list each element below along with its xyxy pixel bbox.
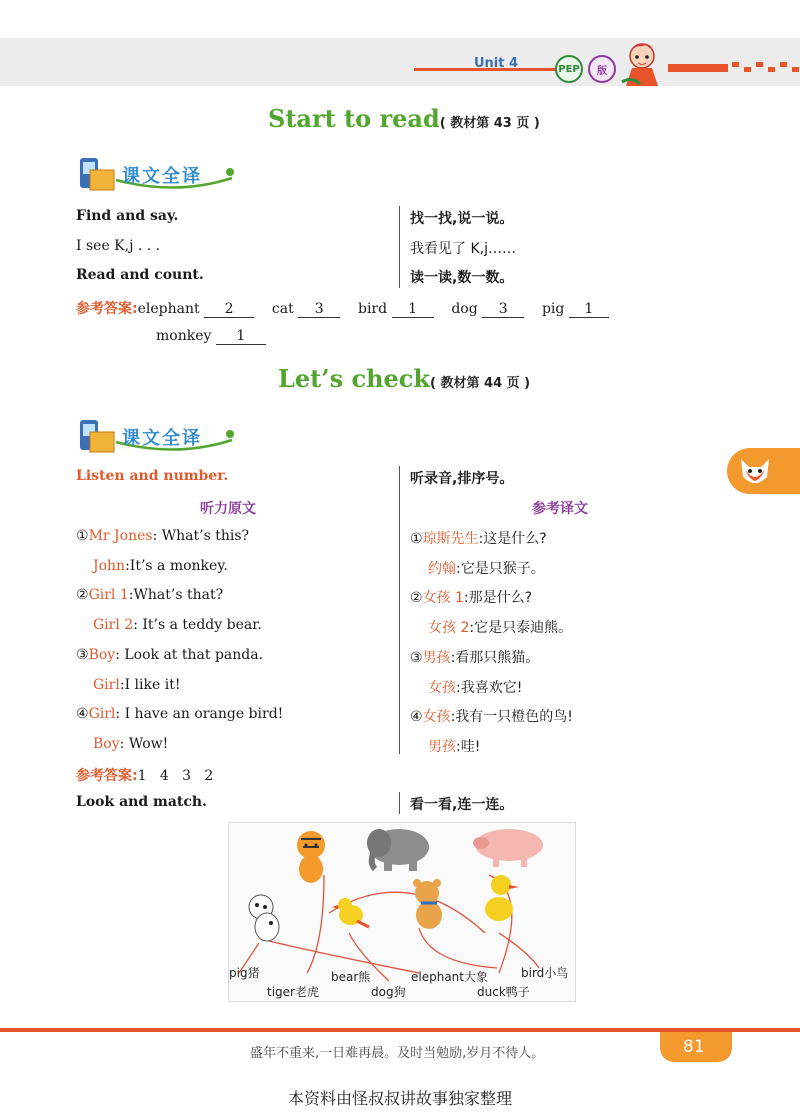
utterance: 这是什么? xyxy=(483,531,547,547)
separator: : xyxy=(115,706,125,722)
translation-line xyxy=(410,587,532,607)
match-caption: bear熊 xyxy=(331,970,371,984)
translation-line xyxy=(428,677,522,697)
credit-line: 本资料由怪叔叔讲故事独家整理 xyxy=(287,1089,512,1108)
column-divider xyxy=(399,206,400,288)
separator: : xyxy=(478,531,484,547)
utterance: 那是什么? xyxy=(468,590,533,606)
header-checker xyxy=(668,62,800,72)
translation-line xyxy=(410,528,547,548)
speaker: Girl xyxy=(88,706,116,722)
separator: : xyxy=(450,650,456,666)
speaker: 男孩 xyxy=(428,739,456,755)
column-divider xyxy=(399,466,400,754)
match-caption: tiger老虎 xyxy=(267,985,319,999)
keyword-label: 课文全译 xyxy=(122,428,202,449)
line-number: ① xyxy=(76,528,89,544)
utterance: 看那只熊猫。 xyxy=(455,650,540,666)
answer-word: cat xyxy=(271,301,294,317)
speaker: Girl 2 xyxy=(93,617,134,633)
footer-motto: 盛年不重来,一日难再晨。及时当勉励,岁月不待人。 xyxy=(250,1046,545,1061)
separator: : xyxy=(456,739,461,755)
answer-blank: 2 xyxy=(204,301,254,318)
read-answers-2 xyxy=(156,328,266,345)
separator: : xyxy=(133,617,143,633)
answer-label: 参考答案: xyxy=(76,768,138,784)
line-number: ③ xyxy=(410,650,423,666)
answer-blank: 3 xyxy=(482,301,524,318)
answer-word: pig xyxy=(541,301,565,317)
section-title-text: Let’s check xyxy=(278,364,431,393)
match-illustration xyxy=(228,822,576,1002)
line-number: ④ xyxy=(410,709,423,725)
answer-blank: 1 xyxy=(216,328,266,345)
separator: : xyxy=(125,558,130,574)
answer-value: 1 4 3 2 xyxy=(137,768,214,784)
mascot-icon xyxy=(612,38,670,88)
dialogue-line xyxy=(93,677,180,693)
answer-word: monkey xyxy=(156,328,212,344)
speaker: 女孩 1 xyxy=(422,590,464,606)
read-zh-line: 读一读,数一数。 xyxy=(410,270,514,286)
read-zh-line: 找一找,说一说。 xyxy=(410,211,514,227)
script-heading: 听力原文 xyxy=(200,501,256,517)
separator: : xyxy=(128,587,134,603)
separator: : xyxy=(115,647,125,663)
separator: : xyxy=(469,620,475,636)
separator: : xyxy=(119,736,129,752)
match-heading-en: Look and match. xyxy=(76,794,207,810)
page-number: 81 xyxy=(683,1037,705,1057)
match-caption: dog狗 xyxy=(371,985,406,999)
dialogue-line xyxy=(76,706,283,722)
answer-blank: 3 xyxy=(298,301,340,318)
section-title-lets-check xyxy=(278,364,530,393)
answer-blank: 1 xyxy=(392,301,434,318)
read-en-line: I see K,j . . . xyxy=(76,238,161,254)
speaker: 约翰 xyxy=(428,561,456,577)
answer-word: bird xyxy=(357,301,388,317)
section-title-start-to-read xyxy=(268,104,540,133)
separator: : xyxy=(152,528,162,544)
textbook-page-ref: ( 教材第 44 页 ) xyxy=(430,376,531,391)
translation-line xyxy=(410,647,539,667)
line-number: ② xyxy=(76,587,89,603)
listen-answer xyxy=(76,765,213,785)
translation-line xyxy=(428,736,480,756)
match-heading-zh: 看一看,连一连。 xyxy=(410,797,514,813)
utterance: Look at that panda. xyxy=(124,647,264,663)
utterance: 我有一只橙色的鸟! xyxy=(455,709,573,725)
translation-line xyxy=(428,617,572,637)
speaker: 男孩 xyxy=(422,650,451,666)
answer-word: dog xyxy=(451,301,478,317)
dialogue-line xyxy=(76,647,263,663)
speaker: Boy xyxy=(93,736,120,752)
speaker: 琼斯先生 xyxy=(422,531,479,547)
line-number: ③ xyxy=(76,647,89,663)
read-en-line: Read and count. xyxy=(76,267,204,283)
utterance: It’s a teddy bear. xyxy=(142,617,262,633)
speaker: Mr Jones xyxy=(88,528,153,544)
side-tab xyxy=(727,448,800,494)
translation-heading: 参考译文 xyxy=(532,501,588,517)
match-caption: bird小鸟 xyxy=(521,966,569,980)
read-en-line: Find and say. xyxy=(76,208,179,224)
utterance: Wow! xyxy=(128,736,169,752)
separator: : xyxy=(456,561,461,577)
match-caption: elephant大象 xyxy=(411,970,488,984)
utterance: What’s this? xyxy=(161,528,250,544)
utterance: 哇! xyxy=(460,739,481,755)
read-zh-line: 我看见了 K,j…… xyxy=(410,241,516,257)
line-number: ④ xyxy=(76,706,89,722)
speaker: Boy xyxy=(88,647,116,663)
speaker: 女孩 xyxy=(422,709,451,725)
keyword-label: 课文全译 xyxy=(122,166,202,187)
dialogue-line xyxy=(93,736,168,752)
utterance: What’s that? xyxy=(133,587,224,603)
speaker: 女孩 xyxy=(428,680,456,696)
translation-line xyxy=(428,558,545,578)
textbook-page-ref: ( 教材第 43 页 ) xyxy=(439,116,540,131)
listen-heading-zh: 听录音,排序号。 xyxy=(410,471,514,487)
dialogue-line xyxy=(76,587,223,603)
utterance: 它是只泰迪熊。 xyxy=(474,620,573,636)
edition-badge: 版 xyxy=(588,55,616,83)
speaker: 女孩 2 xyxy=(428,620,470,636)
answer-label: 参考答案: xyxy=(76,301,138,317)
separator: : xyxy=(119,677,125,693)
speaker: Girl xyxy=(93,677,120,693)
utterance: I have an orange bird! xyxy=(124,706,284,722)
answer-word: elephant xyxy=(137,301,200,317)
section-title-text: Start to read xyxy=(268,104,440,133)
unit-label: Unit 4 xyxy=(474,56,519,71)
answer-blank: 1 xyxy=(569,301,609,318)
dialogue-line xyxy=(93,558,228,574)
line-number: ② xyxy=(410,590,423,606)
speaker: John xyxy=(93,558,126,574)
dialogue-line xyxy=(93,617,262,633)
separator: : xyxy=(450,709,456,725)
speaker: Girl 1 xyxy=(88,587,129,603)
utterance: I like it! xyxy=(124,677,181,693)
read-answers xyxy=(76,298,609,318)
utterance: 它是只猴子。 xyxy=(460,561,545,577)
line-number: ① xyxy=(410,531,423,547)
match-caption: pig猪 xyxy=(229,966,260,980)
listen-heading-en: Listen and number. xyxy=(76,468,229,484)
keyword-box xyxy=(76,152,236,196)
separator: : xyxy=(456,680,461,696)
column-divider xyxy=(399,792,400,814)
utterance: 我喜欢它! xyxy=(460,680,523,696)
match-caption: duck鸭子 xyxy=(477,985,530,999)
pep-badge: PEP xyxy=(555,55,583,83)
keyword-box xyxy=(76,414,236,458)
utterance: It’s a monkey. xyxy=(129,558,228,574)
dialogue-line xyxy=(76,528,249,544)
separator: : xyxy=(463,590,469,606)
translation-line xyxy=(410,706,573,726)
fox-mascot-icon xyxy=(735,451,775,491)
